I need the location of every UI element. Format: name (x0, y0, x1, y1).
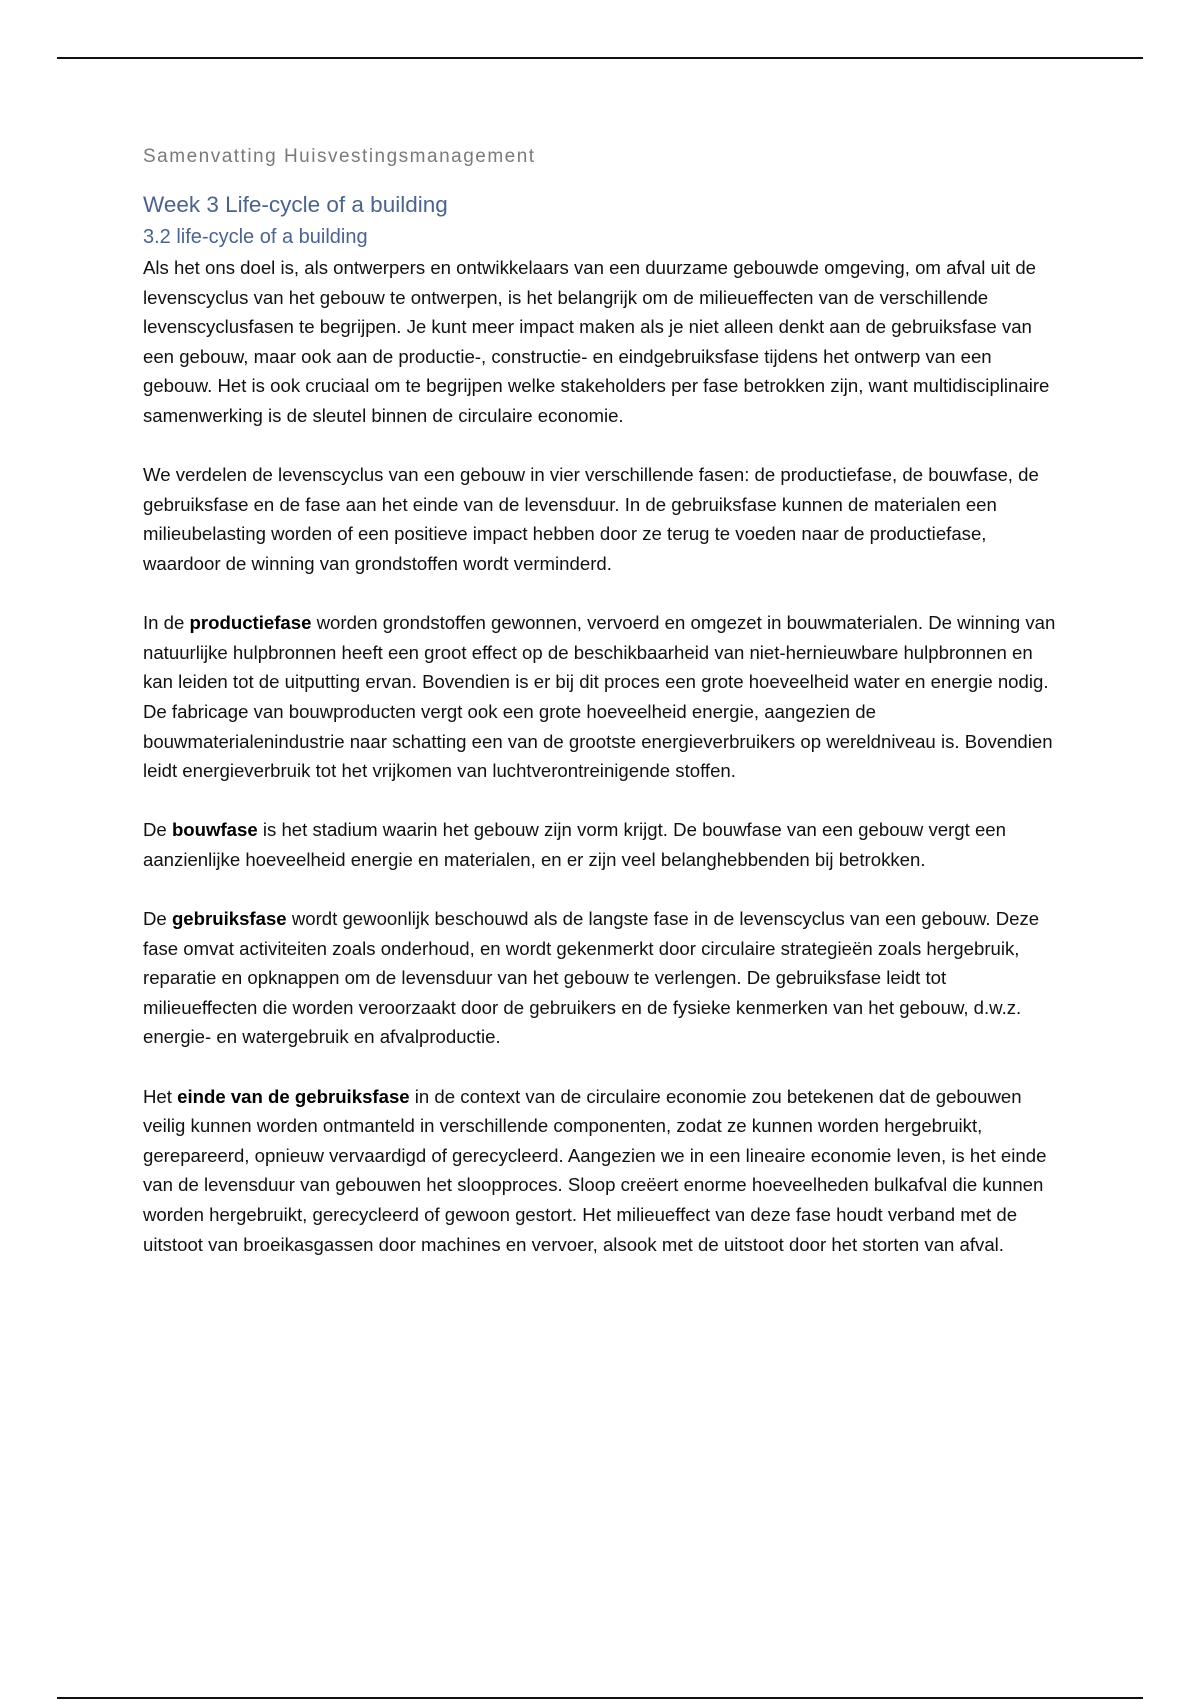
heading-week-3: Week 3 Life-cycle of a building (143, 192, 448, 217)
document-header: Samenvatting Huisvestingsmanagement (143, 146, 536, 167)
bottom-divider (57, 1697, 1143, 1699)
paragraph-gebruiksfase (143, 904, 1063, 1052)
paragraph-einde-gebruiksfase-lead: Het (143, 1085, 178, 1107)
page-content (143, 140, 1063, 1289)
paragraph-productiefase (143, 608, 1063, 786)
heading-section-3-2: 3.2 life-cycle of a building (143, 226, 368, 248)
paragraph-gebruiksfase-lead: De (143, 908, 172, 930)
term-bouwfase: bouwfase (171, 819, 258, 841)
paragraph-productiefase-body: worden grondstoffen gewonnen, vervoerd en omgezet in bouwmaterialen. De winning van natuurlijke hulpbronnen heeft een groot effect op de beschikbaarheid van niet-hernieuwbare hulpbronnen en kan leiden tot de uitputting ervan. Bovendien is er bij dit proces een grote hoeveelheid water en energie nodig. De fabricage van bouwproducten vergt ook een grote hoeveelheid energie, aangezien de bouwmaterialenindustrie naar schatting een van de grootste energieverbruikers op wereldniveau is. Bovendien leidt energieverbruik tot het vrijkomen van luchtverontreinigende stoffen. (143, 612, 1056, 782)
term-productiefase: productiefase (189, 612, 312, 634)
term-einde-gebruiksfase: einde van de gebruiksfase (177, 1085, 410, 1107)
paragraph-einde-gebruiksfase-body: in de context van de circulaire economie zou betekenen dat de gebouwen veilig kunnen worden ontmanteld in verschillende componenten, zodat ze kunnen worden hergebruikt, gerepareerd, opnieuw vervaardigd of gerecycleerd. Aangezien we in een lineaire economie leven, is het einde van de levensduur van gebouwen het sloopproces. Sloop creëert enorme hoeveelheden bulkafval die kunnen worden hergebruikt, gerecycleerd of gewoon gestort. Het milieueffect van deze fase houdt verband met de uitstoot van broeikasgassen door machines en vervoer, alsook met de uitstoot door het storten van afval. (143, 1085, 1047, 1255)
paragraph-einde-gebruiksfase (143, 1082, 1063, 1260)
top-divider (57, 57, 1143, 59)
paragraph-productiefase-lead: In de (143, 612, 190, 634)
paragraph-intro: Als het ons doel is, als ontwerpers en ontwikkelaars van een duurzame gebouwde omgeving, om afval uit de levenscyclus van het gebouw te ontwerpen, is het belangrijk om de milieueffecten van de verschillende levenscyclusfasen te begrijpen. Je kunt meer impact maken als je niet alleen denkt aan de gebruiksfase van een gebouw, maar ook aan de productie-, constructie- en eindgebruiksfase tijdens het ontwerp van een gebouw. Het is ook cruciaal om te begrijpen welke stakeholders per fase betrokken zijn, want multidisciplinaire samenwerking is de sleutel binnen de circulaire economie. (143, 257, 1050, 426)
paragraph-phases-overview: We verdelen de levenscyclus van een gebouw in vier verschillende fasen: de productiefase, de bouwfase, de gebruiksfase en de fase aan het einde van de levensduur. In de gebruiksfase kunnen de materialen een milieubelasting worden of een positieve impact hebben door ze terug te voeden naar de productiefase, waardoor de winning van grondstoffen wordt verminderd. (143, 464, 1039, 574)
paragraph-gebruiksfase-body: wordt gewoonlijk beschouwd als de langste fase in de levenscyclus van een gebouw. Deze fase omvat activiteiten zoals onderhoud, en wordt gekenmerkt door circulaire strategieën zoals hergebruik, reparatie en opknappen om de levensduur van het gebouw te verlengen. De gebruiksfase leidt tot milieueffecten die worden veroorzaakt door de gebruikers en de fysieke kenmerken van het gebouw, d.w.z. energie- en watergebruik en afvalproductie. (143, 908, 1040, 1048)
term-gebruiksfase: gebruiksfase (171, 908, 287, 930)
paragraph-bouwfase-body: is het stadium waarin het gebouw zijn vorm krijgt. De bouwfase van een gebouw vergt een aanzienlijke hoeveelheid energie en materialen, en er zijn veel belanghebbenden bij betrokken. (143, 819, 1006, 870)
paragraph-bouwfase (143, 815, 1063, 874)
paragraph-bouwfase-lead: De (143, 819, 172, 841)
